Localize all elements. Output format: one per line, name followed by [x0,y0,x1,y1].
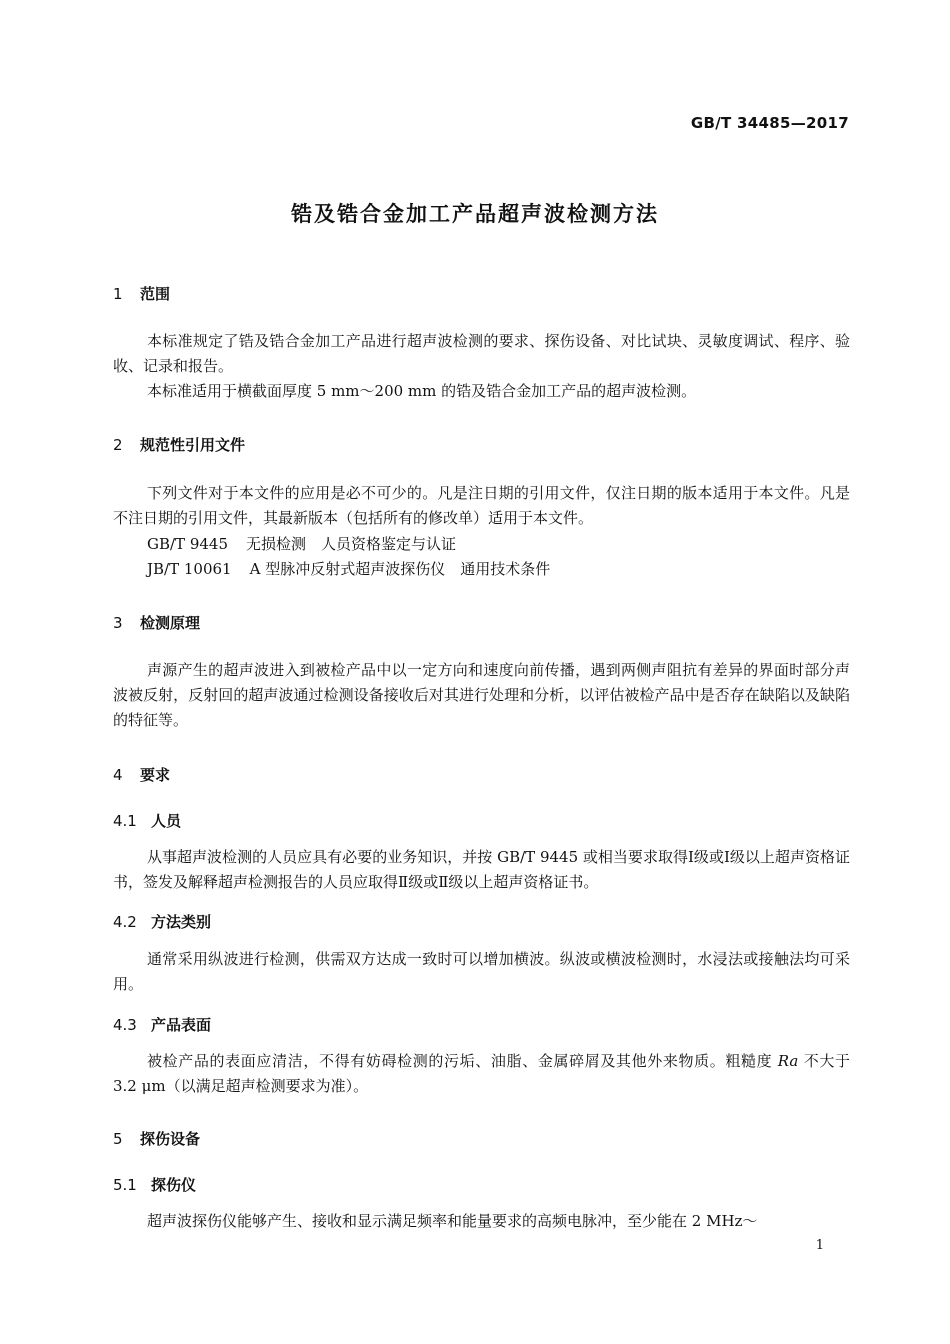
reference-title: A 型脉冲反射式超声波探伤仪 通用技术条件 [249,560,551,578]
section-5-1-heading [113,1174,196,1195]
paragraph-text: 不大于 3.2 μm（以满足超声检测要求为准）。 [113,1052,850,1095]
section-title: 人员 [151,812,182,830]
section-number: 4.3 [113,1016,137,1034]
reference-title: 无损检测 人员资格鉴定与认证 [246,535,457,553]
roughness-symbol: Ra [777,1052,799,1070]
normative-reference [147,533,456,554]
normative-reference [147,558,550,579]
paragraph: 下列文件对于本文件的应用是必不可少的。凡是注日期的引用文件，仅注日期的版本适用于本文件。凡是不注日期的引用文件，其最新版本（包括所有的修改单）适用于本文件。 [113,484,850,527]
section-4-heading [113,764,170,785]
section-4-1-heading [113,810,181,831]
section-1-heading [113,283,170,304]
section-4-2-heading [113,911,211,932]
section-number: 4 [113,766,123,784]
section-title: 范围 [140,285,171,303]
section-number: 1 [113,285,123,303]
section-title: 检测原理 [140,614,201,632]
paragraph: 本标准规定了锆及锆合金加工产品进行超声波检测的要求、探伤设备、对比试块、灵敏度调试、程序、验收、记录和报告。 [113,332,850,375]
section-number: 2 [113,436,123,454]
section-number: 4.1 [113,812,137,830]
section-title: 产品表面 [151,1016,212,1034]
paragraph: 本标准适用于横截面厚度 5 mm～200 mm 的锆及锆合金加工产品的超声波检测。 [147,382,697,400]
section-title: 探伤设备 [140,1130,201,1148]
section-3-heading [113,612,200,633]
standard-number: GB/T 34485—2017 [690,114,849,132]
section-number: 5 [113,1130,123,1148]
reference-code: JB/T 10061 [147,560,232,578]
paragraph: 通常采用纵波进行检测，供需双方达成一致时可以增加横波。纵波或横波检测时，水浸法或接触法均可采用。 [113,950,850,993]
page-number: 1 [815,1238,824,1253]
section-title: 方法类别 [151,913,212,931]
section-title: 探伤仪 [151,1176,197,1194]
paragraph: 超声波探伤仪能够产生、接收和显示满足频率和能量要求的高频电脉冲，至少能在 2 MHz～ [147,1212,758,1230]
document-title: 锆及锆合金加工产品超声波检测方法 [291,202,659,226]
paragraph: 从事超声波检测的人员应具有必要的业务知识，并按 GB/T 9445 或相当要求取得Ⅰ级或Ⅰ级以上超声资格证书，签发及解释超声检测报告的人员应取得Ⅱ级或Ⅱ级以上超声资格证书。 [113,848,850,891]
paragraph: 声源产生的超声波进入到被检产品中以一定方向和速度向前传播，遇到两侧声阻抗有差异的界面时部分声波被反射，反射回的超声波通过检测设备接收后对其进行处理和分析，以评估被检产品中是否存在缺陷以及缺陷的特征等。 [113,661,850,729]
paragraph-text: 被检产品的表面应清洁，不得有妨碍检测的污垢、油脂、金属碎屑及其他外来物质。粗糙度 [147,1052,778,1070]
reference-code: GB/T 9445 [147,535,229,553]
section-5-heading [113,1128,200,1149]
section-2-heading [113,434,245,455]
section-number: 5.1 [113,1176,137,1194]
section-title: 规范性引用文件 [140,436,246,454]
section-number: 4.2 [113,913,137,931]
section-title: 要求 [140,766,171,784]
section-4-3-heading [113,1014,211,1035]
section-number: 3 [113,614,123,632]
paragraph [113,1049,850,1099]
